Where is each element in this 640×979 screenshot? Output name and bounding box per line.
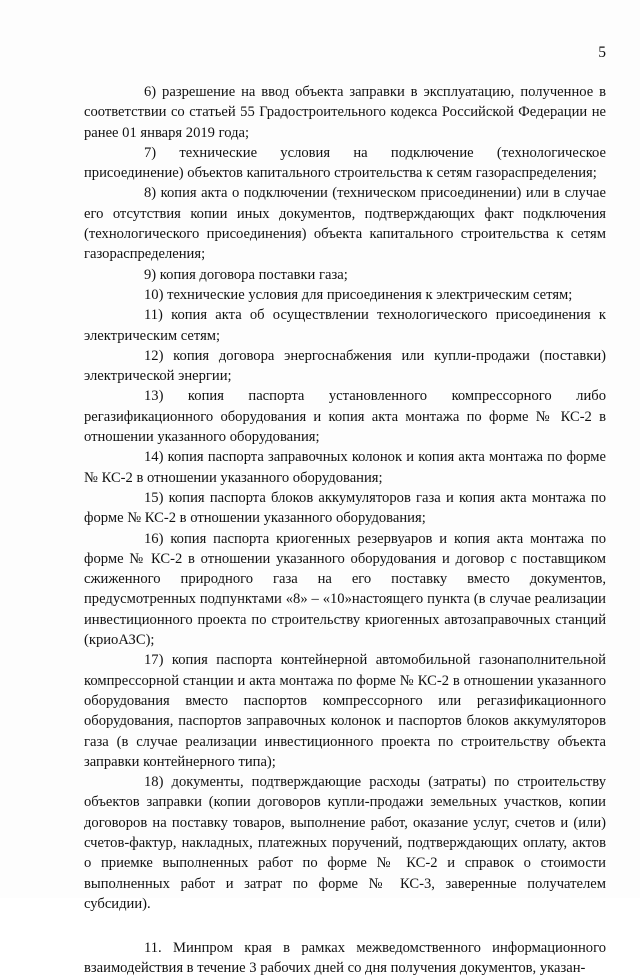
- list-item-6: 6) разрешение на ввод объекта заправки в эксплуатацию, полученное в соответствии со статьей 55 Градостроительного кодекса Российской Федерации не ранее 01 января 2019 года;: [84, 84, 606, 141]
- list-item-7: 7) технические условия на подключение (технологическое присоединение) объектов капитального строительства к сетям газораспределения;: [84, 144, 606, 182]
- body-text: [84, 82, 606, 979]
- list-item-16: 16) копия паспорта криогенных резервуаров и копия акта монтажа по форме № КС-2 в отношении указанного оборудования и договор с поставщиком сжиженного природного газа на его поставку вместо документов, предусмотренных подпунктами «8» – «10»настоящего пункта (в случае реализации инвестиционного проекта по строительству криогенных автозаправочных станций (криоАЗС);: [84, 530, 606, 649]
- list-item-12: 12) копия договора энергоснабжения или купли-продажи (поставки) электрической энергии;: [84, 347, 606, 385]
- list-item-17: 17) копия паспорта контейнерной автомобильной газонаполнительной компрессорной станции и акта монтажа по форме № КС-2 в отношении указанного оборудования вместо паспортов компрессорного или регазификационного оборудования, паспортов заправочных колонок и паспортов блоков аккумуляторов газа (в случае реализации инвестиционного проекта по строительству объекта заправки контейнерного типа);: [84, 652, 606, 770]
- list-item-10: 10) технические условия для присоединения к электрическим сетям;: [144, 286, 573, 303]
- page-number: 5: [598, 44, 606, 61]
- list-item-14: 14) копия паспорта заправочных колонок и копия акта монтажа по форме № КС-2 в отношении указанного оборудования;: [84, 449, 606, 486]
- list-item-8: 8) копия акта о подключении (техническом присоединении) или в случае его отсутствия копии иных документов, подтверждающих факт подключения (технологического присоединения) объекта капитального строительства к сетям газораспределения;: [84, 185, 606, 263]
- list-item-11: 11) копия акта об осуществлении технологического присоединения к электрическим сетям;: [84, 307, 606, 344]
- list-item-15: 15) копия паспорта блоков аккумуляторов газа и копия акта монтажа по форме № КС-2 в отношении указанного оборудования;: [84, 489, 606, 527]
- list-item-9: 9) копия договора поставки газа;: [144, 266, 348, 283]
- list-item-13: 13) копия паспорта установленного компрессорного либо регазификационного оборудования и копия акта монтажа по форме № КС-2 в отношении указанного оборудования;: [84, 388, 606, 446]
- section-11-paragraph: 11. Минпром края в рамках межведомственного информационного взаимодействия в течение 3 рабочих дней со дня получения документов, указан-: [84, 940, 606, 977]
- list-item-18: 18) документы, подтверждающие расходы (затраты) по строительству объектов заправки (копии договоров купли-продажи земельных участков, копии договоров на поставку товаров, выполнение работ, оказание услуг, счетов и (или) счетов-фактур, накладных, платежных поручений, подтверждающих оплату, актов о приемке выполненных работ по форме № КС-2 и справок о стоимости выполненных работ и затрат по форме № КС-3, заверенные получателем субсидии).: [84, 774, 606, 912]
